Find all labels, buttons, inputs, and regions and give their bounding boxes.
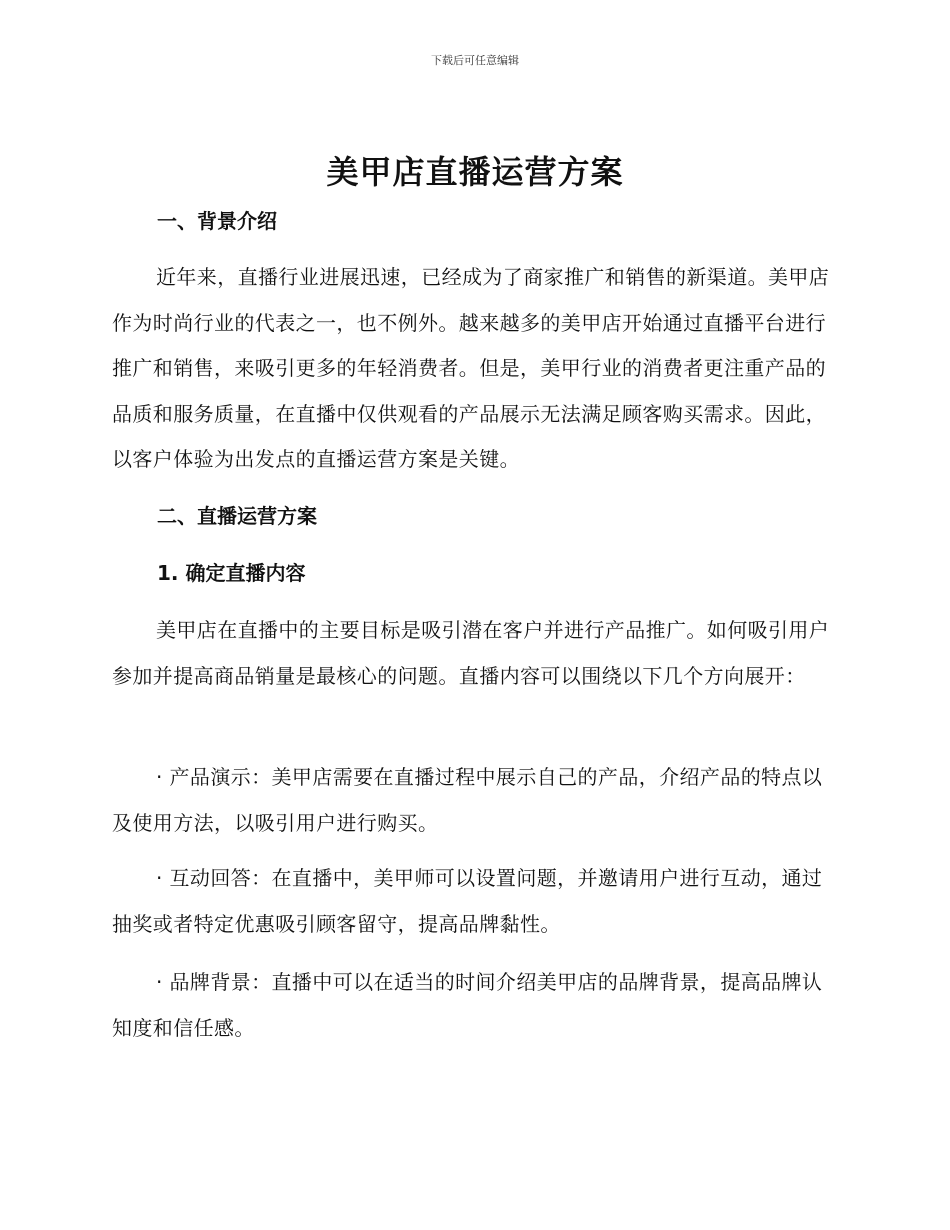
content-paragraph: 美甲店在直播中的主要目标是吸引潜在客户并进行产品推广。如何吸引用户参加并提高商品销量是最核心的问题。直播内容可以围绕以下几个方向展开： xyxy=(112,618,830,688)
page-header-note: 下载后可任意编辑 xyxy=(431,54,519,67)
document-title: 美甲店直播运营方案 xyxy=(326,153,624,191)
background-paragraph: 近年来，直播行业进展迅速，已经成为了商家推广和销售的新渠道。美甲店作为时尚行业的代表之一，也不例外。越来越多的美甲店开始通过直播平台进行推广和销售，来吸引更多的年轻消费者。但是，美甲行业的消费者更注重产品的品质和服务质量，在直播中仅供观看的产品展示无法满足顾客购买需求。因此，以客户体验为出发点的直播运营方案是关键。 xyxy=(112,265,830,472)
subsection-heading-content: 1. 确定直播内容 xyxy=(157,561,306,585)
bullet-item-brand-background: · 品牌背景：直播中可以在适当的时间介绍美甲店的品牌背景，提高品牌认知度和信任感。 xyxy=(112,970,823,1040)
section-heading-background: 一、背景介绍 xyxy=(157,209,277,233)
bullet-item-interaction: · 互动回答：在直播中，美甲师可以设置问题，并邀请用户进行互动，通过抽奖或者特定优惠吸引顾客留守，提高品牌黏性。 xyxy=(112,866,823,936)
bullet-item-product-demo: · 产品演示：美甲店需要在直播过程中展示自己的产品，介绍产品的特点以及使用方法，以吸引用户进行购买。 xyxy=(112,765,823,835)
section-heading-live-plan: 二、直播运营方案 xyxy=(157,504,317,528)
